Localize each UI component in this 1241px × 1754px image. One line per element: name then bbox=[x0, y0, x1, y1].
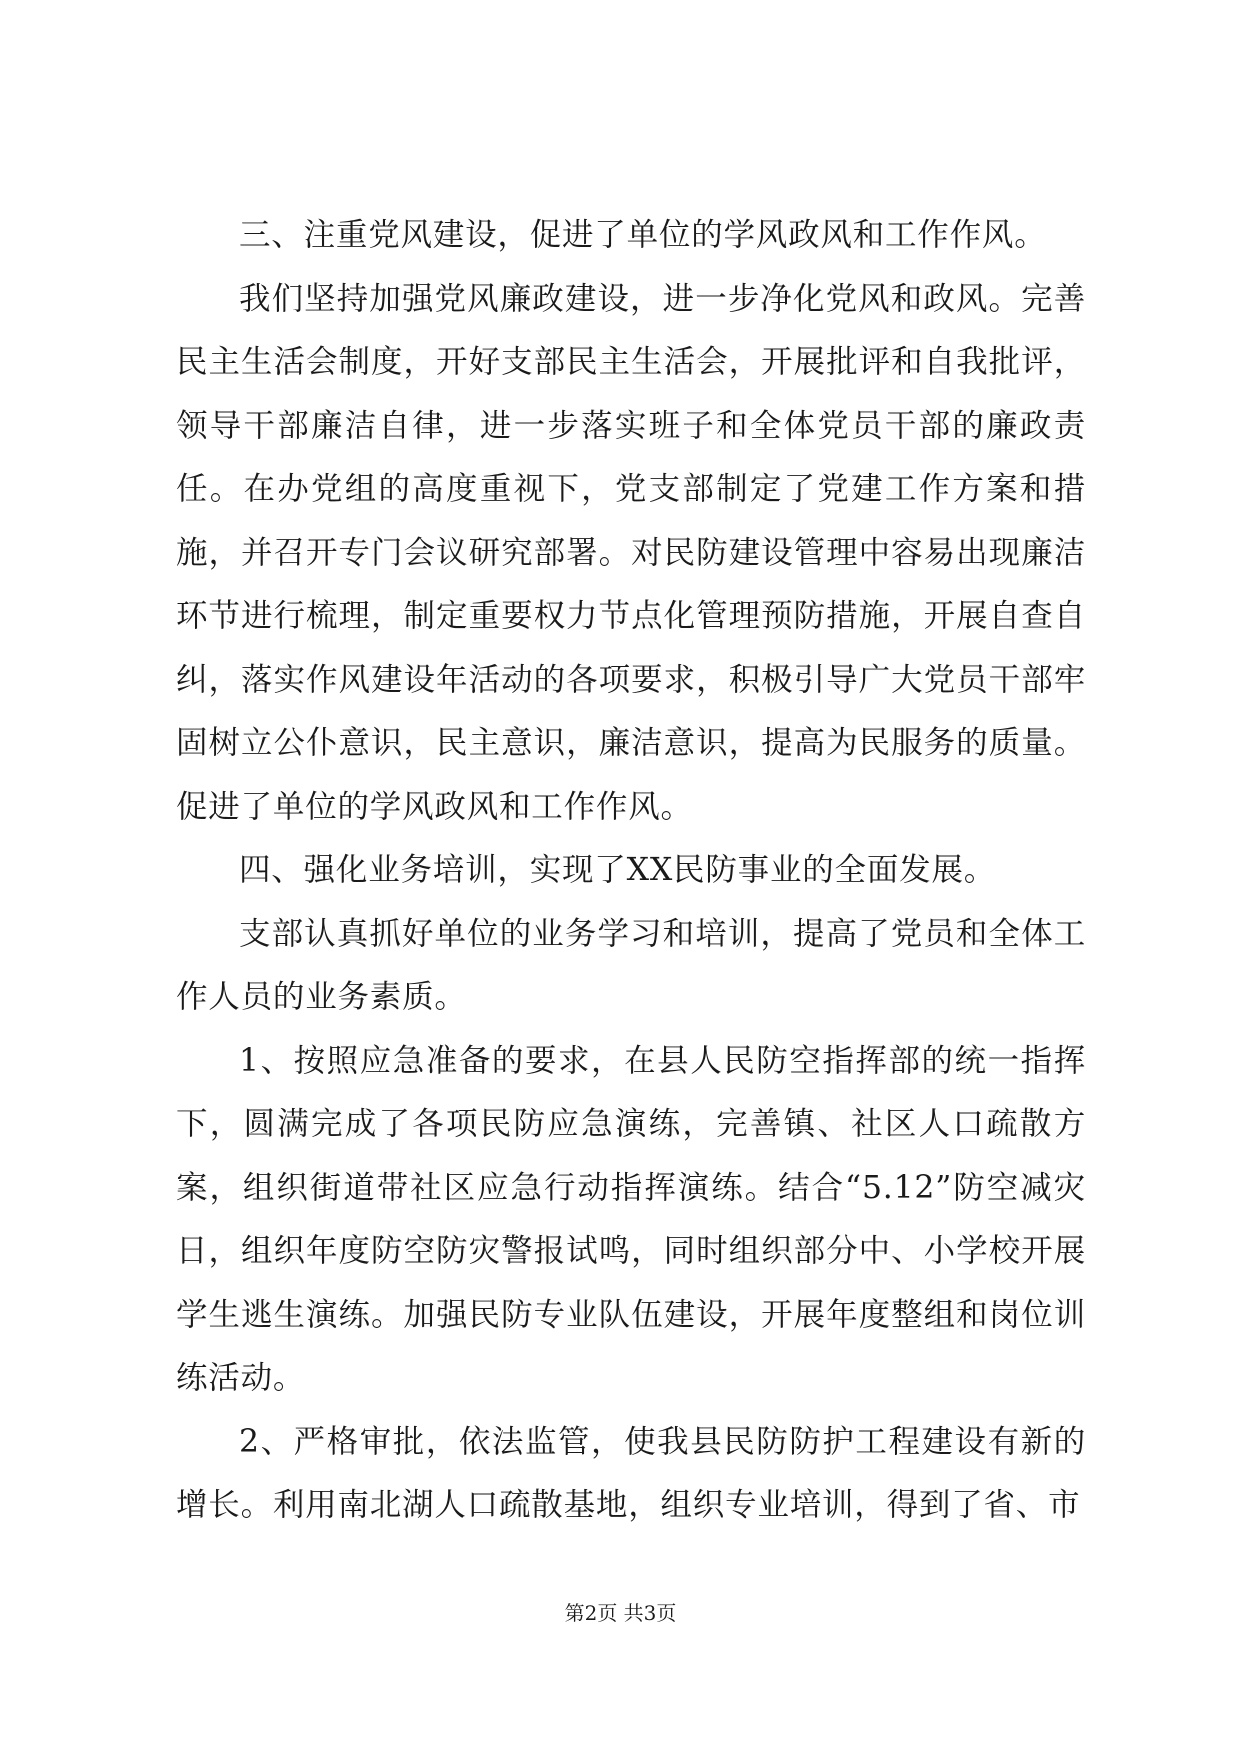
body-paragraph: 我们坚持加强党风廉政建设，进一步净化党风和政风。完善民主生活会制度，开好支部民主生活会，开展批评和自我批评，领导干部廉洁自律，进一步落实班子和全体党员干部的廉政责任。在办党组的高度重视下，党支部制定了党建工作方案和措施，并召开专门会议研究部署。对民防建设管理中容易出现廉洁环节进行梳理，制定重要权力节点化管理预防措施，开展自查自纠，落实作风建设年活动的各项要求，积极引导广大党员干部牢固树立公仆意识，民主意识，廉洁意识，提高为民服务的质量。促进了单位的学风政风和工作作风。 bbox=[176, 280, 1086, 825]
list-item-2: 2、严格审批，依法监管，使我县民防防护工程建设有新的增长。利用南北湖人口疏散基地，组织专业培训，得到了省、市 bbox=[176, 1423, 1086, 1523]
document-body bbox=[176, 204, 1086, 1538]
section-heading-3: 三、注重党风建设，促进了单位的学风政风和工作作风。 bbox=[239, 217, 1047, 253]
body-paragraph: 支部认真抓好单位的业务学习和培训，提高了党员和全体工作人员的业务素质。 bbox=[176, 915, 1086, 1015]
list-item-1: 1、按照应急准备的要求，在县人民防空指挥部的统一指挥下，圆满完成了各项民防应急演练，完善镇、社区人口疏散方案，组织街道带社区应急行动指挥演练。结合“5.12”防空减灾日，组织年度防空防灾警报试鸣，同时组织部分中、小学校开展学生逃生演练。加强民防专业队伍建设，开展年度整组和岗位训练活动。 bbox=[176, 1042, 1086, 1396]
section-heading-4: 四、强化业务培训，实现了XX民防事业的全面发展。 bbox=[239, 852, 997, 888]
page-number-footer: 第2页 共3页 bbox=[564, 1601, 677, 1625]
